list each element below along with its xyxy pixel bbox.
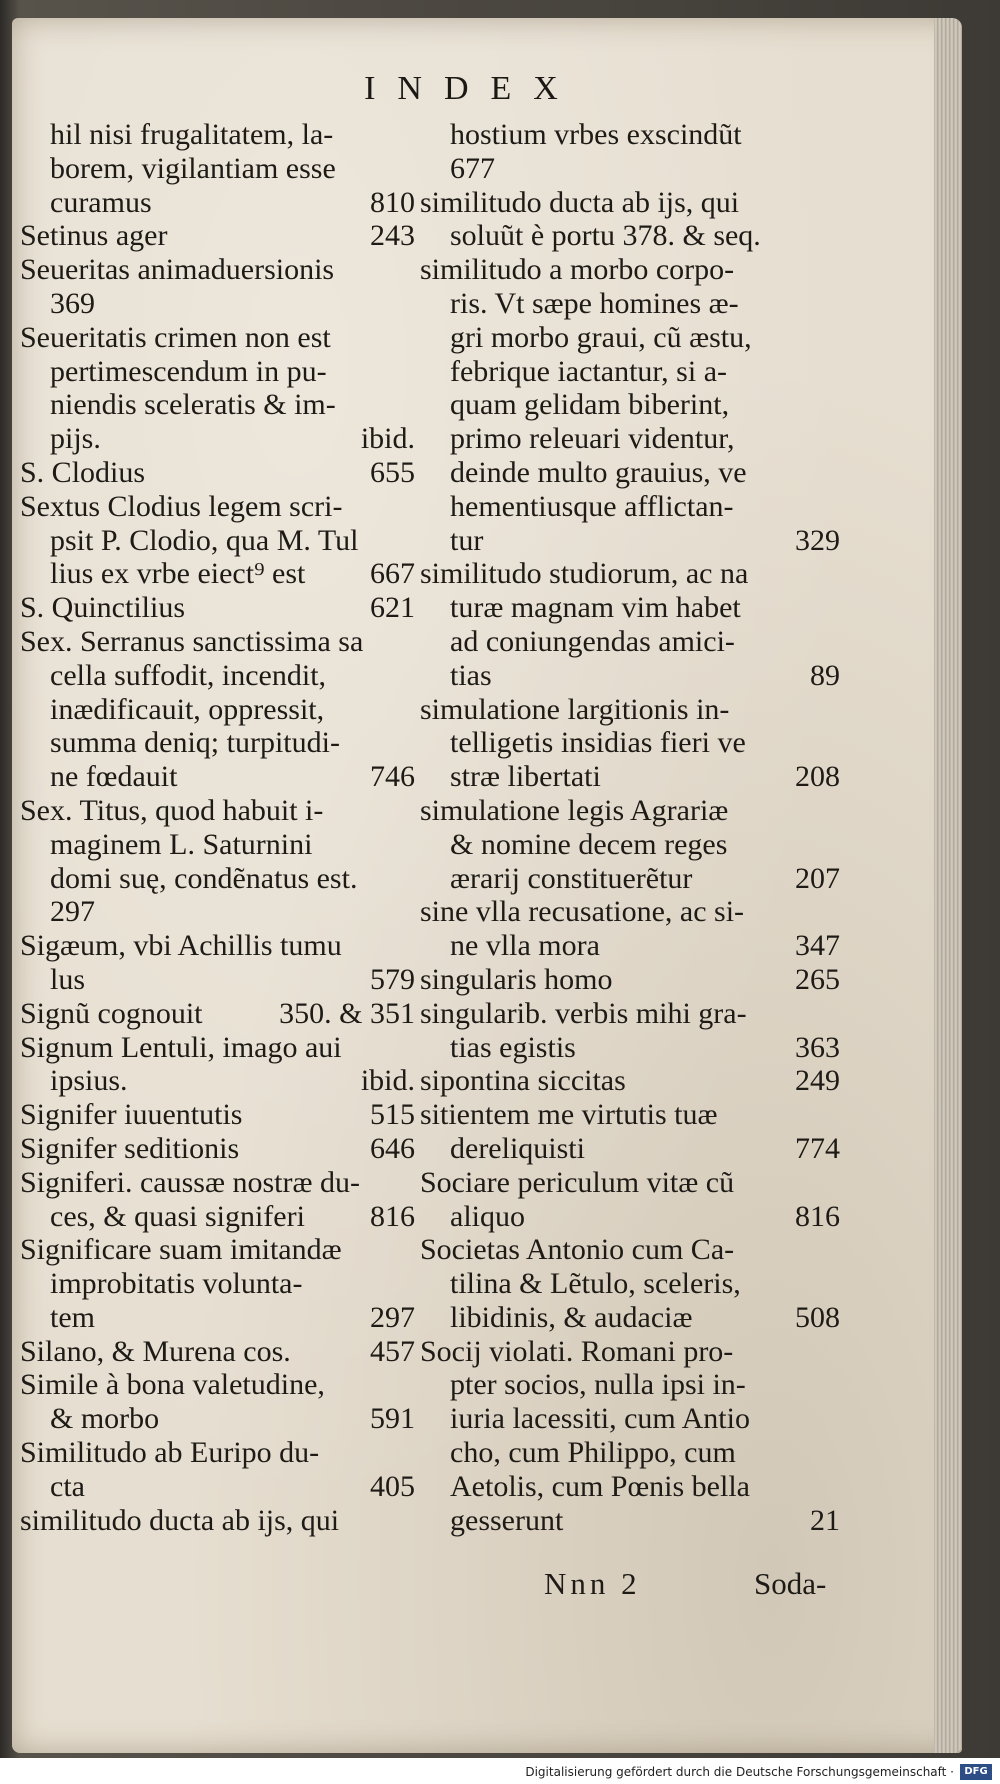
index-page-ref: 457	[370, 1334, 415, 1368]
index-entry-line	[420, 321, 840, 355]
index-entry-text: febrique iactantur, si a-	[450, 354, 728, 388]
index-entry-line	[420, 1098, 840, 1132]
index-entry-line	[20, 1031, 415, 1065]
index-entry-text: curamus	[50, 185, 152, 219]
index-entry-text: borem, vigilantiam esse	[50, 151, 336, 185]
index-entry-line	[20, 287, 415, 321]
index-entry-text: cella suffodit, incendit,	[50, 658, 327, 692]
book-page	[12, 18, 962, 1753]
index-entry-text: singularib. verbis mihi gra-	[420, 996, 747, 1030]
index-entry-text: ne fœdauit	[50, 760, 178, 794]
index-entry-line	[420, 287, 840, 321]
index-entry-line	[420, 1064, 840, 1098]
index-page-ref: 329	[795, 523, 840, 557]
index-page-ref: 297	[370, 1300, 415, 1334]
index-entry-text: aliquo	[450, 1199, 525, 1233]
index-page-ref: 591	[370, 1402, 415, 1436]
index-entry-text: 677	[450, 151, 495, 185]
index-entry-text: Setinus ager	[20, 219, 168, 253]
index-entry-line	[420, 895, 840, 929]
index-entry-line	[20, 794, 415, 828]
index-page-ref: 405	[370, 1469, 415, 1503]
index-entry-text: telligetis insidias fieri ve	[450, 726, 746, 760]
index-entry-line	[20, 1098, 415, 1132]
index-entry-text: ces, & quasi signiferi	[50, 1199, 305, 1233]
index-entry-line	[420, 557, 840, 591]
running-title: INDEX	[364, 70, 580, 107]
index-entry-text: simulatione legis Agrariæ	[420, 793, 729, 827]
index-page-ref: 350. & 351	[279, 996, 415, 1030]
index-entry-text: hil nisi frugalitatem, la-	[50, 118, 334, 151]
index-entry-text: deinde multo grauius, ve	[450, 455, 747, 489]
index-entry-text: pijs.	[50, 422, 101, 456]
index-entry-text: & nomine decem reges	[450, 827, 728, 861]
index-entry-text: tur	[450, 523, 484, 557]
index-entry-text: Seueritatis crimen non est	[20, 320, 331, 354]
index-entry-text: soluũt è portu 378. & seq.	[450, 219, 761, 253]
index-entry-text: summa deniq; turpitudi-	[50, 726, 340, 760]
index-entry-text: cho, cum Philippo, cum	[450, 1436, 736, 1470]
index-entry-text: simulatione largitionis in-	[420, 692, 730, 726]
index-page-ref: 265	[795, 962, 840, 996]
index-entry-text: sine vlla recusatione, ac si-	[420, 895, 745, 929]
index-entry-line	[20, 355, 415, 389]
index-entry-text: similitudo studiorum, ac na	[420, 557, 749, 591]
signature-mark: Nnn 2	[544, 1566, 641, 1601]
index-page-ref: 249	[795, 1064, 840, 1098]
index-entry-text: hostium vrbes exscindũt	[450, 118, 742, 151]
index-entry-text: Socij violati. Romani pro-	[420, 1334, 734, 1368]
index-entry-line	[20, 524, 415, 558]
index-entry-line	[20, 828, 415, 862]
index-entry-text: Silano, & Murena cos.	[20, 1334, 291, 1368]
index-entry-line	[420, 186, 840, 220]
credit-text: Digitalisierung gefördert durch die Deutsche Forschungsgemeinschaft ·	[525, 1765, 954, 1779]
index-entry-line	[420, 929, 840, 963]
catchword: Soda-	[754, 1566, 827, 1601]
index-entry-text: Similitudo ab Euripo du-	[20, 1436, 320, 1470]
index-entry-line	[420, 422, 840, 456]
index-entry-text: maginem L. Saturnini	[50, 827, 313, 861]
index-entry-line	[20, 253, 415, 287]
index-column-left	[20, 118, 415, 1537]
index-entry-line	[420, 659, 840, 693]
index-entry-text: tias	[450, 658, 492, 692]
index-entry-line	[20, 862, 415, 896]
index-entry-line	[20, 186, 415, 220]
index-entry-line	[420, 828, 840, 862]
index-entry-text: Aetolis, cum Pœnis bella	[450, 1469, 750, 1503]
index-entry-line	[20, 726, 415, 760]
index-entry-text: S. Clodius	[20, 455, 146, 489]
index-entry-line	[420, 963, 840, 997]
index-entry-text: Sex. Titus, quod habuit i-	[20, 793, 324, 827]
index-entry-line	[20, 1200, 415, 1234]
index-entry-text: similitudo ducta ab ijs, qui	[420, 185, 740, 219]
index-entry-line	[20, 1233, 415, 1267]
index-page-ref: 347	[795, 929, 840, 963]
index-entry-text: turæ magnam vim habet	[450, 591, 741, 625]
index-entry-text: Signũ cognouit	[20, 996, 203, 1030]
index-entry-line	[20, 1132, 415, 1166]
index-entry-line	[420, 760, 840, 794]
index-entry-text: ipsius.	[50, 1064, 128, 1098]
index-page-ref: 774	[795, 1131, 840, 1165]
index-entry-line	[420, 355, 840, 389]
index-entry-line	[20, 1335, 415, 1369]
index-entry-line	[420, 219, 840, 253]
index-entry-text: Seueritas animaduersionis	[20, 253, 335, 287]
index-entry-line	[20, 490, 415, 524]
index-entry-text: singularis homo	[420, 962, 613, 996]
index-page-ref: ibid.	[360, 1064, 415, 1098]
index-page-ref: 816	[370, 1199, 415, 1233]
index-entry-text: cta	[50, 1469, 85, 1503]
index-entry-line	[20, 388, 415, 422]
index-entry-line	[420, 490, 840, 524]
index-entry-line	[20, 422, 415, 456]
index-page-ref: 207	[795, 861, 840, 895]
index-entry-line	[420, 524, 840, 558]
index-entry-line	[20, 693, 415, 727]
index-entry-text: Signifer seditionis	[20, 1131, 240, 1165]
index-entry-line	[420, 625, 840, 659]
index-page-ref: 655	[370, 455, 415, 489]
index-entry-line	[420, 1200, 840, 1234]
index-entry-line	[20, 1368, 415, 1402]
index-entry-text: Significare suam imitandæ	[20, 1233, 342, 1267]
index-page-ref: 243	[370, 219, 415, 253]
index-entry-text: pertimescendum in pu-	[50, 354, 327, 388]
index-entry-line	[20, 1436, 415, 1470]
index-entry-line	[420, 1504, 840, 1538]
index-entry-line	[20, 219, 415, 253]
index-entry-text: quam gelidam biberint,	[450, 388, 730, 422]
index-entry-text: ærarij constituerẽtur	[450, 861, 693, 895]
index-entry-text: libidinis, & audaciæ	[450, 1300, 693, 1334]
index-entry-line	[420, 1132, 840, 1166]
index-entry-line	[20, 591, 415, 625]
index-column-right	[420, 118, 840, 1537]
index-entry-text: Signiferi. caussæ nostræ du-	[20, 1165, 360, 1199]
index-entry-line	[420, 253, 840, 287]
index-entry-line	[20, 1064, 415, 1098]
index-page-ref: 363	[795, 1030, 840, 1064]
index-entry-line	[420, 388, 840, 422]
index-entry-line	[420, 997, 840, 1031]
index-page-ref: ibid.	[360, 422, 415, 456]
index-entry-line	[420, 693, 840, 727]
index-entry-text: Sextus Clodius legem scri-	[20, 489, 343, 523]
index-entry-text: lus	[50, 962, 86, 996]
index-page-ref: 810	[370, 185, 415, 219]
index-entry-line	[420, 591, 840, 625]
index-entry-line	[420, 1301, 840, 1335]
index-entry-line	[20, 557, 415, 591]
index-entry-text: dereliquisti	[450, 1131, 585, 1165]
index-entry-text: primo releuari videntur,	[450, 422, 735, 456]
page-edge	[934, 18, 962, 1753]
index-entry-line	[20, 118, 415, 152]
index-page-ref: 746	[370, 760, 415, 794]
index-entry-line	[420, 1267, 840, 1301]
index-entry-text: gesserunt	[450, 1503, 564, 1537]
index-entry-text: ris. Vt sæpe homines æ-	[450, 286, 739, 320]
index-entry-text: gri morbo graui, cũ æstu,	[450, 320, 752, 354]
index-entry-text: ad coniungendas amici-	[450, 624, 735, 658]
index-entry-text: hementiusque afflictan-	[450, 489, 734, 523]
index-entry-text: stræ libertati	[450, 760, 601, 794]
index-page-ref: 21	[810, 1503, 840, 1537]
index-entry-line	[20, 659, 415, 693]
index-entry-text: pter socios, nulla ipsi in-	[450, 1368, 746, 1402]
index-page-ref: 208	[795, 760, 840, 794]
index-entry-line	[420, 152, 840, 186]
index-entry-line	[20, 321, 415, 355]
index-entry-text: sitientem me virtutis tuæ	[420, 1098, 718, 1132]
index-entry-text: lius ex vrbe eiect⁹ est	[50, 557, 306, 591]
index-entry-text: improbitatis volunta-	[50, 1267, 303, 1301]
index-entry-line	[420, 1402, 840, 1436]
index-entry-line	[20, 1504, 415, 1538]
index-entry-text: tias egistis	[450, 1030, 576, 1064]
index-entry-line	[20, 1267, 415, 1301]
index-entry-line	[420, 1335, 840, 1369]
index-page-ref: 515	[370, 1098, 415, 1132]
index-entry-line	[20, 929, 415, 963]
index-page-ref: 646	[370, 1131, 415, 1165]
index-entry-text: Sociare periculum vitæ cũ	[420, 1165, 735, 1199]
index-entry-text: inædificauit, oppressit,	[50, 692, 325, 726]
index-entry-text: similitudo ducta ab ijs, qui	[20, 1503, 340, 1537]
index-entry-line	[420, 862, 840, 896]
index-entry-text: psit P. Clodio, qua M. Tul	[50, 523, 359, 557]
index-page-ref: 89	[810, 658, 840, 692]
dfg-logo: DFG	[960, 1764, 992, 1780]
index-entry-text: sipontina siccitas	[420, 1064, 626, 1098]
index-entry-line	[420, 1368, 840, 1402]
index-entry-text: Sigæum, vbi Achillis tumu	[20, 929, 342, 963]
index-entry-text: domi suę, condẽnatus est.	[50, 861, 358, 895]
index-entry-text: similitudo a morbo corpo-	[420, 253, 735, 287]
index-page-ref: 621	[370, 591, 415, 625]
index-entry-text: Signifer iuuentutis	[20, 1098, 243, 1132]
index-entry-line	[20, 997, 415, 1031]
index-entry-text: & morbo	[50, 1402, 160, 1436]
index-entry-line	[20, 1166, 415, 1200]
index-entry-line	[420, 1233, 840, 1267]
index-entry-text: Signum Lentuli, imago aui	[20, 1030, 342, 1064]
index-entry-line	[420, 1166, 840, 1200]
credit-bar	[0, 1758, 1000, 1784]
index-entry-line	[20, 963, 415, 997]
index-entry-line	[420, 726, 840, 760]
index-entry-line	[420, 1470, 840, 1504]
index-entry-text: ne vlla mora	[450, 929, 600, 963]
index-entry-line	[420, 1031, 840, 1065]
index-entry-text: S. Quinctilius	[20, 591, 186, 625]
index-page-ref: 667	[370, 557, 415, 591]
index-entry-line	[420, 118, 840, 152]
index-page-ref: 508	[795, 1300, 840, 1334]
index-entry-text: 369	[50, 286, 95, 320]
index-entry-text: iuria lacessiti, cum Antio	[450, 1402, 750, 1436]
index-entry-text: niendis sceleratis & im-	[50, 388, 336, 422]
index-entry-text: Simile à bona valetudine,	[20, 1368, 325, 1402]
index-entry-line	[420, 1436, 840, 1470]
index-entry-text: tilina & Lẽtulo, sceleris,	[450, 1267, 741, 1301]
index-entry-line	[20, 152, 415, 186]
index-entry-text: tem	[50, 1300, 95, 1334]
index-entry-line	[420, 794, 840, 828]
index-entry-text: 297	[50, 895, 95, 929]
index-entry-line	[20, 456, 415, 490]
index-page-ref: 816	[795, 1199, 840, 1233]
index-entry-text: Sex. Serranus sanctissima sa	[20, 624, 364, 658]
index-entry-text: Societas Antonio cum Ca-	[420, 1233, 735, 1267]
index-entry-line	[20, 1470, 415, 1504]
index-page-ref: 579	[370, 962, 415, 996]
index-entry-line	[20, 895, 415, 929]
index-entry-line	[20, 625, 415, 659]
index-entry-line	[20, 1301, 415, 1335]
index-entry-line	[420, 456, 840, 490]
index-entry-line	[20, 1402, 415, 1436]
index-entry-line	[20, 760, 415, 794]
